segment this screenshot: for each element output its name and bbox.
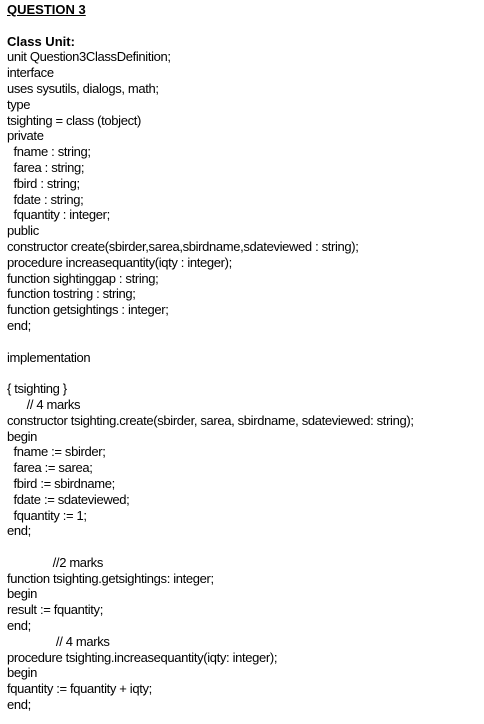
code-line: result := fquantity;: [7, 602, 103, 618]
code-line: uses sysutils, dialogs, math;: [7, 80, 159, 96]
code-line: fdate := sdateviewed;: [7, 491, 130, 507]
code-line: begin: [7, 586, 38, 602]
code-line: // 4 marks: [7, 396, 81, 412]
code-line: fname : string;: [7, 144, 91, 160]
code-line: farea : string;: [7, 159, 85, 175]
code-line: procedure tsighting.increasequantity(iqty: integer);: [7, 649, 278, 665]
blank-line: [7, 334, 479, 350]
code-line: end;: [7, 523, 31, 539]
code-line: begin: [7, 665, 38, 681]
code-line: end;: [7, 618, 31, 634]
blank-line: [7, 365, 479, 381]
code-line: tsighting = class (tobject): [7, 112, 141, 128]
code-line: implementation: [7, 349, 91, 365]
code-line: function getsightings : integer;: [7, 302, 169, 318]
code-line: private: [7, 128, 44, 144]
code-listing: [7, 49, 479, 712]
code-line: unit Question3ClassDefinition;: [7, 49, 171, 65]
code-line: // 4 marks: [7, 633, 110, 649]
document-page: [7, 2, 479, 713]
code-line: interface: [7, 65, 54, 81]
code-line: fname := sbirder;: [7, 444, 106, 460]
blank-line: [7, 539, 479, 555]
code-line: fquantity := fquantity + iqty;: [7, 681, 152, 697]
question-heading: QUESTION 3: [7, 2, 86, 17]
code-line: fbird := sbirdname;: [7, 475, 115, 491]
code-line: fquantity := 1;: [7, 507, 87, 523]
code-line: function sightinggap : string;: [7, 270, 159, 286]
code-line: constructor tsighting.create(sbirder, sarea, sbirdname, sdateviewed: string);: [7, 412, 414, 428]
code-line: { tsighting }: [7, 381, 67, 397]
class-unit-label: Class Unit:: [7, 33, 75, 49]
code-line: begin: [7, 428, 38, 444]
code-line: function tostring : string;: [7, 286, 136, 302]
code-line: public: [7, 223, 39, 239]
code-line: fquantity : integer;: [7, 207, 110, 223]
code-line: //2 marks: [7, 554, 103, 570]
code-line: fdate : string;: [7, 191, 84, 207]
code-line: farea := sarea;: [7, 460, 93, 476]
code-line: procedure increasequantity(iqty : integer);: [7, 254, 232, 270]
code-line: end;: [7, 317, 31, 333]
code-line: function tsighting.getsightings: integer;: [7, 570, 214, 586]
code-line: constructor create(sbirder,sarea,sbirdname,sdateviewed : string);: [7, 238, 359, 254]
code-line: end;: [7, 697, 31, 713]
code-line: fbird : string;: [7, 175, 80, 191]
code-line: type: [7, 96, 31, 112]
